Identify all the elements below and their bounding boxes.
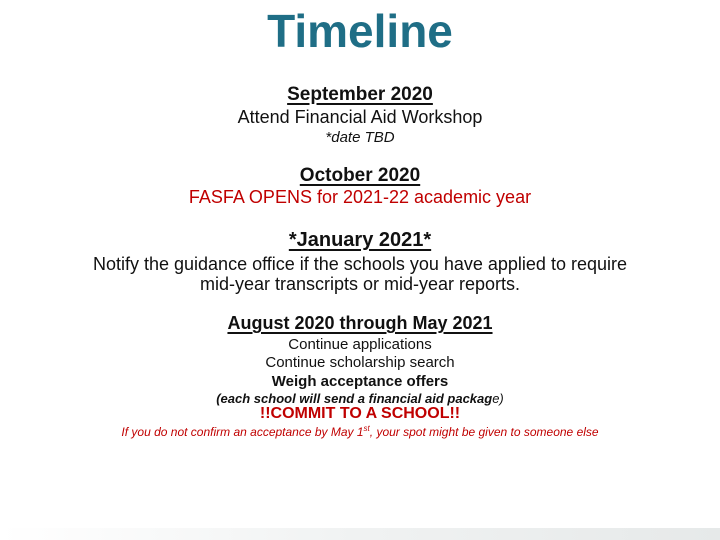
footnote-text-start: If you do not confirm an acceptance by May 1 <box>121 425 364 439</box>
section-note-date-tbd: *date TBD <box>325 129 395 146</box>
section-heading-september-2020: September 2020 <box>287 84 433 105</box>
section-text-financial-aid-workshop: Attend Financial Aid Workshop <box>237 107 483 127</box>
section-heading-january-2021: *January 2021* <box>288 229 432 251</box>
section-text-fasfa-opens: FASFA OPENS for 2021-22 academic year <box>188 187 532 207</box>
section-text-financial-aid-package <box>0 391 720 406</box>
section-text-weigh-acceptance-offers: Weigh acceptance offers <box>271 373 449 390</box>
section-text-continue-applications: Continue applications <box>288 336 432 353</box>
package-note-end: e) <box>492 391 504 406</box>
commit-to-school-callout: !!COMMIT TO A SCHOOL!! <box>259 405 461 422</box>
bottom-decorative-bar <box>0 528 720 540</box>
confirm-acceptance-footnote <box>0 424 720 439</box>
section-heading-october-2020: October 2020 <box>299 165 421 186</box>
footnote-text-end: , your spot might be given to someone else <box>369 425 599 439</box>
section-heading-august-2020-may-2021: August 2020 through May 2021 <box>227 313 493 333</box>
section-text-continue-scholarship-search: Continue scholarship search <box>265 354 455 371</box>
package-note-bold: (each school will send a financial aid packag <box>216 391 493 406</box>
page-title: Timeline <box>267 5 453 57</box>
footnote-superscript: st <box>363 424 370 433</box>
section-text-mid-year-reports: mid-year transcripts or mid-year reports. <box>199 274 521 294</box>
section-text-notify-guidance: Notify the guidance office if the schools you have applied to require <box>92 254 627 274</box>
